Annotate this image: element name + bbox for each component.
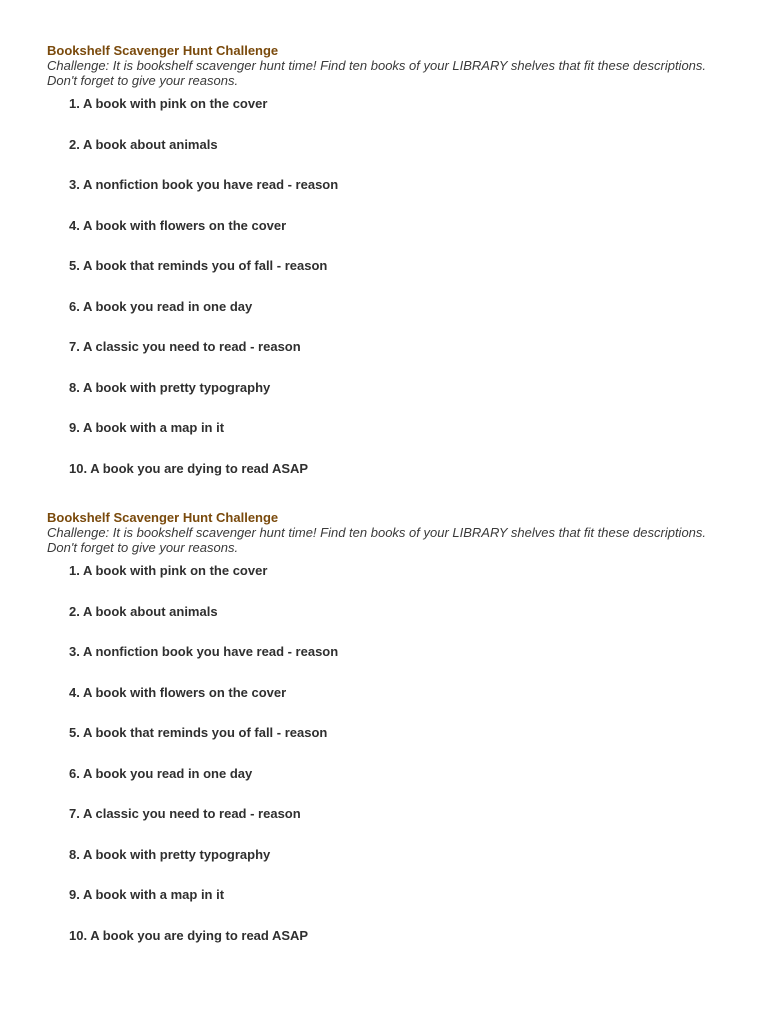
section-description: Challenge: It is bookshelf scavenger hunt time! Find ten books of your LIBRARY shelves that fit these descriptions. Don't forget to give your reasons. [47,58,707,88]
list-item: 6. A book you read in one day [69,298,253,314]
list-item: 10. A book you are dying to read ASAP [69,460,309,476]
challenge-list [69,96,759,476]
list-item: 3. A nonfiction book you have read - reason [69,177,339,192]
challenge-section-2 [47,510,737,943]
list-item: 8. A book with pretty typography [69,846,271,862]
list-item: 9. A book with a map in it [69,887,225,902]
list-item: 4. A book with flowers on the cover [69,217,287,233]
challenge-list [69,563,759,943]
section-title: Bookshelf Scavenger Hunt Challenge [47,510,279,525]
list-item: 8. A book with pretty typography [69,379,271,395]
list-item: 1. A book with pink on the cover [69,563,268,578]
list-item: 3. A nonfiction book you have read - reason [69,644,339,659]
list-item: 7. A classic you need to read - reason [69,339,301,354]
list-item: 7. A classic you need to read - reason [69,806,301,821]
list-item: 4. A book with flowers on the cover [69,684,287,700]
list-item: 2. A book about animals [69,603,218,619]
challenge-section-1 [47,43,737,476]
list-item: 10. A book you are dying to read ASAP [69,927,309,943]
list-item: 9. A book with a map in it [69,420,225,435]
section-description: Challenge: It is bookshelf scavenger hunt time! Find ten books of your LIBRARY shelves that fit these descriptions. Don't forget to give your reasons. [47,525,707,555]
list-item: 2. A book about animals [69,136,218,152]
list-item: 5. A book that reminds you of fall - reason [69,258,328,273]
list-item: 1. A book with pink on the cover [69,96,268,111]
list-item: 6. A book you read in one day [69,765,253,781]
section-title: Bookshelf Scavenger Hunt Challenge [47,43,279,58]
list-item: 5. A book that reminds you of fall - reason [69,725,328,740]
